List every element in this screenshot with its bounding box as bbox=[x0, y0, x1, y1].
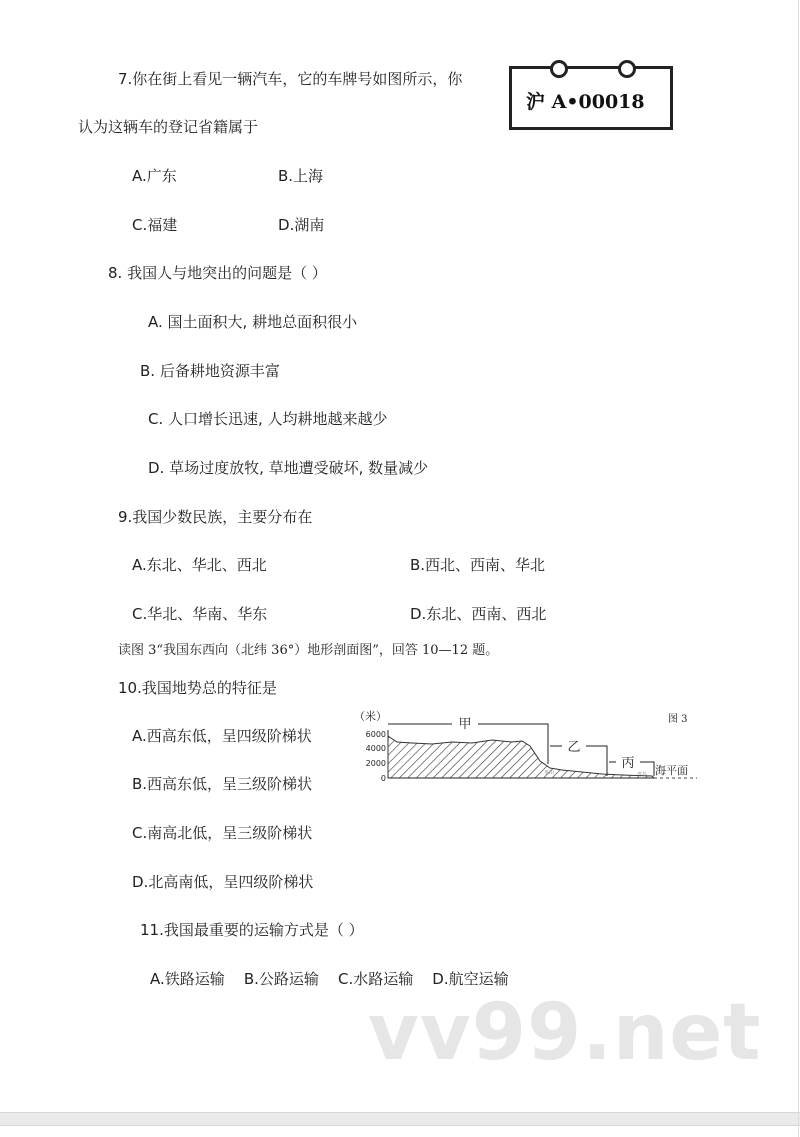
q8-option-c: C. 人口增长迅速, 人均耕地越来越少 bbox=[148, 410, 388, 428]
plate-ring-icon bbox=[550, 60, 568, 78]
q7-option-a: A.广东 bbox=[132, 167, 177, 185]
plate-number: 沪 A•00018 bbox=[526, 91, 645, 113]
page-separator bbox=[0, 1112, 800, 1126]
q10-option-d: D.北高南低，呈四级阶梯状 bbox=[132, 873, 314, 891]
q8-option-b: B. 后备耕地资源丰富 bbox=[140, 362, 280, 380]
q7-stem-line2: 认为这辆车的登记省籍属于 bbox=[78, 118, 259, 136]
q7-option-b: B.上海 bbox=[278, 167, 324, 185]
y-tick: 6000 bbox=[365, 730, 386, 739]
q7-option-d: D.湖南 bbox=[278, 216, 325, 234]
terrain-profile bbox=[388, 736, 654, 778]
y-unit-label: （米） bbox=[354, 710, 387, 723]
y-tick: 0 bbox=[380, 774, 386, 783]
q7-stem-line1: 7.你在街上看见一辆汽车，它的车牌号如图所示，你 bbox=[118, 70, 463, 88]
place-label: 巫山 bbox=[544, 770, 555, 776]
q10-option-a: A.西高东低，呈四级阶梯状 bbox=[132, 727, 312, 745]
sea-level-label: 海平面 bbox=[655, 764, 688, 777]
place-label: 青岛 bbox=[637, 772, 648, 778]
q7-option-c: C.福建 bbox=[132, 216, 178, 234]
q8-stem: 8. 我国人与地突出的问题是（ ） bbox=[108, 264, 327, 282]
license-plate-figure bbox=[509, 66, 673, 130]
y-tick: 2000 bbox=[365, 759, 386, 768]
q9-option-c: C.华北、华南、华东 bbox=[132, 605, 268, 623]
q10-option-c: C.南高北低，呈三级阶梯状 bbox=[132, 824, 313, 842]
q9-option-d: D.东北、西南、西北 bbox=[410, 605, 547, 623]
q9-option-a: A.东北、华北、西北 bbox=[132, 556, 267, 574]
y-tick: 4000 bbox=[365, 744, 386, 753]
q9-stem: 9.我国少数民族，主要分布在 bbox=[118, 508, 313, 526]
watermark: vv99.net bbox=[368, 988, 762, 1078]
figure-caption: 图 3 bbox=[668, 714, 688, 725]
q10-option-b: B.西高东低，呈三级阶梯状 bbox=[132, 775, 313, 793]
step-label-bing: 丙 bbox=[621, 756, 635, 771]
q8-option-a: A. 国土面积大, 耕地总面积很小 bbox=[148, 313, 358, 331]
q9-option-b: B.西北、西南、华北 bbox=[410, 556, 546, 574]
terrain-profile-figure bbox=[352, 706, 697, 786]
step-label-jia: 甲 bbox=[458, 717, 472, 732]
plate-ring-icon bbox=[618, 60, 636, 78]
q11-options: A.铁路运输 B.公路运输 C.水路运输 D.航空运输 bbox=[150, 970, 509, 988]
q10-stem: 10.我国地势总的特征是 bbox=[118, 679, 277, 697]
read-prompt: 读图 3“我国东西向（北纬 36°）地形剖面图”，回答 10—12 题。 bbox=[118, 643, 499, 658]
q8-option-d: D. 草场过度放牧, 草地遭受破坏, 数量减少 bbox=[148, 459, 429, 477]
step-label-yi: 乙 bbox=[567, 740, 581, 755]
page-edge bbox=[798, 0, 799, 1137]
q11-stem: 11.我国最重要的运输方式是（ ） bbox=[140, 921, 364, 939]
